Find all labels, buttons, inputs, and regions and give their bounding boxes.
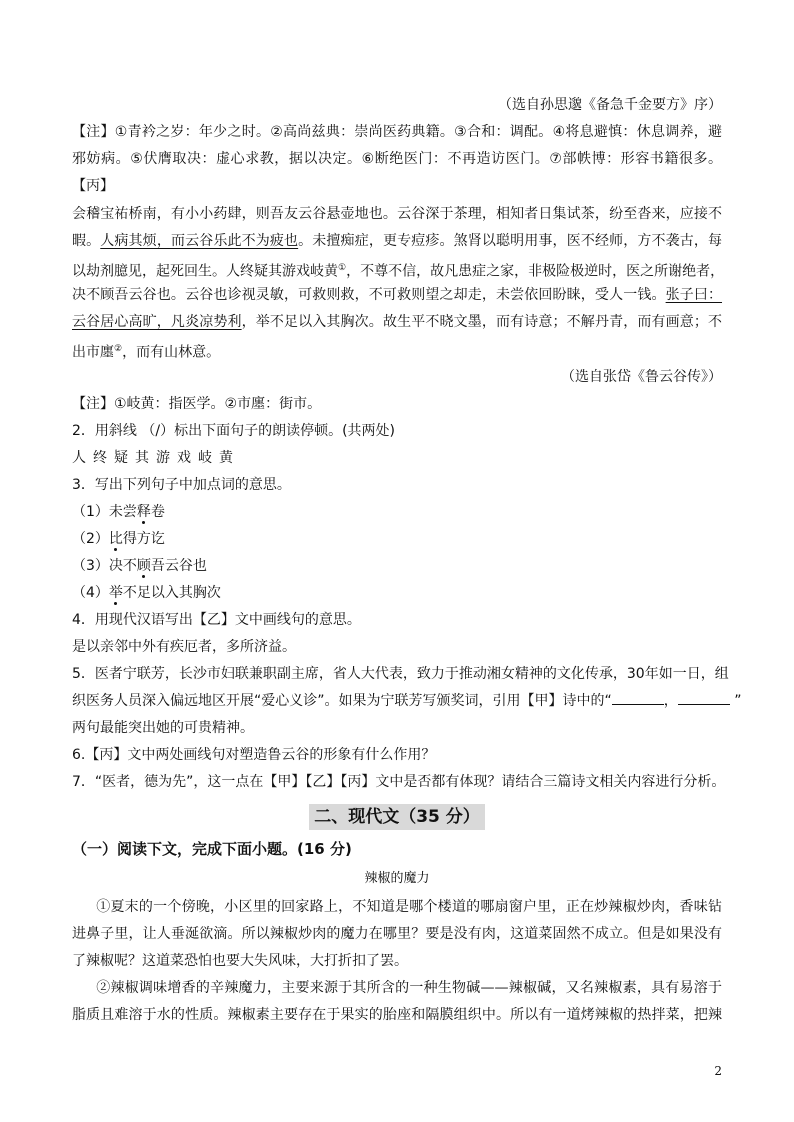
bing-line-5-post: ，举不足以入其胸次。故生平不晓文墨，而有诗意；不解丹青，而有画意；不	[241, 314, 723, 330]
page-number: 2	[714, 1064, 722, 1078]
bing-line-3	[72, 259, 725, 281]
question-4-sentence: 是以亲邻中外有疾厄者，多所济益。	[72, 639, 296, 655]
comma: ，	[663, 693, 678, 709]
item-suffix: 得方讫	[122, 531, 165, 547]
bing-line-1: 会稽宝祐桥南，有小小药肆，则吾友云谷悬壶地也。云谷深于茶理，相知者日集试茶，纷至沓来，应接不	[72, 206, 722, 222]
bing-line-2-pre: 暇。	[72, 233, 101, 249]
bing-underlined-sentence-2-start: 张子曰：	[665, 287, 723, 303]
question-3-item-4	[72, 584, 221, 602]
answer-blank-2[interactable]	[678, 692, 730, 705]
article-p1-line-3: 了辣椒呢？这道菜恐怕也要大失风味，大打折扣了罢。	[72, 953, 408, 969]
question-3: 3．写出下列句子中加点词的意思。	[72, 477, 291, 493]
question-5-line-1: 5．医者宁联芳，长沙市妇联兼职副主席，省人大代表，致力于推动湘女精神的文化传承，30年如一日，组	[72, 666, 729, 682]
note-yi-line-1: 【注】①青衿之岁：年少之时。②高尚兹典：崇尚医药典籍。③合和：调配。④将息避慎：休息调养，避	[72, 124, 722, 140]
bing-line-6	[72, 340, 220, 362]
bing-line-3-pre: 以劫剂臆见，起死回生。人终疑其游戏岐黄	[72, 263, 338, 280]
note-bing: 【注】①岐黄：指医学。②市廛：街市。	[72, 396, 322, 412]
footnote-mark-2: ②	[114, 344, 123, 354]
question-3-item-1	[72, 503, 165, 521]
item-suffix: 吾云谷也	[150, 558, 207, 574]
item-prefix: （1）未尝	[72, 504, 137, 520]
article-p2-line-1	[72, 979, 722, 997]
bing-line-3-post: ，不尊不信，故凡患症之家，非极险极逆时，医之所谢绝者，	[346, 263, 725, 280]
bing-line-6-post: ，而有山林意。	[122, 344, 221, 361]
footnote-mark-1: ①	[338, 263, 347, 273]
item-prefix: （3）决不	[72, 558, 137, 574]
question-2-sentence: 人终疑其游戏岐黄	[72, 450, 240, 466]
bing-underlined-sentence-2-end: 云谷居心高旷，凡炎凉势利	[72, 314, 242, 330]
article-p2-line-2: 脂质且难溶于水的性质。辣椒素主要存在于果实的胎座和隔膜组织中。所以有一道烤辣椒的热拌菜，把辣	[72, 1007, 722, 1023]
dotted-word: 顾	[136, 558, 151, 574]
item-prefix: （4）	[72, 585, 109, 601]
question-2: 2．用斜线 （/）标出下面句子的朗读停顿。(共两处)	[72, 423, 395, 439]
dotted-word: 比	[108, 531, 123, 547]
question-3-item-3	[72, 557, 207, 575]
question-6: 6.【丙】文中两处画线句对塑造鲁云谷的形象有什么作用？	[72, 747, 436, 763]
closing-quote: ”	[729, 693, 742, 709]
source-citation-bing: （选自张岱《鲁云谷传》）	[561, 369, 722, 385]
item-prefix: （2）	[72, 531, 109, 547]
section-2-title: 二、现代文（35 分）	[309, 804, 485, 830]
dotted-word: 释	[136, 504, 151, 520]
bing-line-2	[72, 232, 722, 250]
bing-label: 【丙】	[72, 178, 114, 194]
bing-line-4	[72, 286, 722, 304]
note-yi-line-2: 邪妨病。⑤伏膺取决：虚心求教，据以决定。⑥断绝医门：不再造访医门。⑦部帙博：形容书籍很多。	[72, 151, 722, 167]
subsection-1-title: （一）阅读下文，完成下面小题。(16 分)	[72, 840, 352, 858]
question-5-text: 织医务人员深入偏远地区开展“爱心义诊”。如果为宁联芳写颁奖词，引用【甲】诗中的“	[72, 693, 612, 709]
answer-blank-1[interactable]	[612, 692, 664, 705]
question-5-line-3: 两句最能突出她的可贵精神。	[72, 720, 254, 736]
item-suffix: 卷	[150, 504, 165, 520]
article-title: 辣椒的魔力	[364, 871, 430, 886]
dotted-word: 举	[108, 585, 123, 601]
question-3-item-2	[72, 530, 165, 548]
bing-line-4-pre: 决不顾吾云谷也。云谷也诊视灵敏，可救则救，不可救则望之却走，未尝依回盼睐，受人一钱。	[72, 287, 666, 303]
item-suffix: 不足以入其胸次	[122, 585, 221, 601]
bing-line-6-pre: 出市廛	[72, 344, 114, 361]
question-7: 7．“医者，德为先”，这一点在【甲】【乙】【丙】文中是否都有体现？请结合三篇诗文相关内容进行分析。	[72, 774, 726, 790]
article-p1-line-2: 进鼻子里，让人垂涎欲滴。所以辣椒炒肉的魔力在哪里？要是没有肉，这道菜固然不成立。但是如果没有	[72, 926, 722, 942]
question-4: 4．用现代汉语写出【乙】文中画线句的意思。	[72, 612, 361, 628]
bing-line-5	[72, 313, 722, 331]
text: ①夏末的一个傍晚，小区里的回家路上，不知道是哪个楼道的哪扇窗户里，正在炒辣椒炒肉，香味钻	[96, 899, 722, 915]
question-5-line-2	[72, 692, 741, 710]
bing-underlined-sentence-1: 人病其烦，而云谷乐此不为疲也	[100, 233, 299, 249]
article-p1-line-1	[72, 898, 722, 916]
source-citation-yi: （选自孙思邈《备急千金要方》序）	[498, 97, 722, 113]
bing-line-2-post: 。未擅痴症，更专痘疹。煞肾以聪明用事，医不经师，方不袭古，每	[298, 233, 723, 249]
text: ②辣椒调味增香的辛辣魔力，主要来源于其所含的一种生物碱——辣椒碱，又名辣椒素，具有易溶于	[96, 980, 722, 996]
